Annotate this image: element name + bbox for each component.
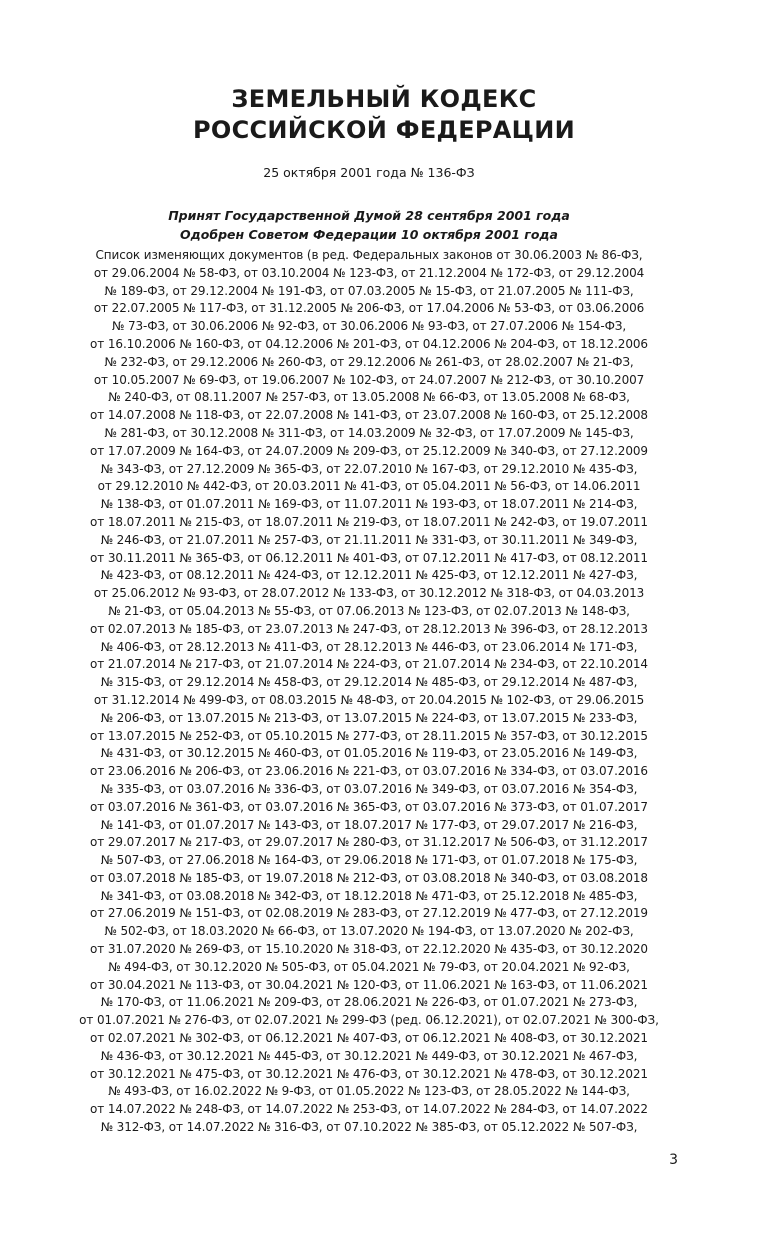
adoption-info xyxy=(0,206,738,244)
page-title xyxy=(0,84,768,146)
amendment-line: от 31.12.2014 № 499-ФЗ, от 08.03.2015 № 48-ФЗ, от 20.04.2015 № 102-ФЗ, от 29.06.2015 xyxy=(93,692,645,707)
amendment-line: № 406-ФЗ, от 28.12.2013 № 411-ФЗ, от 28.12.2013 № 446-ФЗ, от 23.06.2014 № 171-ФЗ, xyxy=(100,639,638,654)
amendment-line: от 22.07.2005 № 117-ФЗ, от 31.12.2005 № 206-ФЗ, от 17.04.2006 № 53-ФЗ, от 03.06.2006 xyxy=(93,301,645,316)
amendment-line: № 493-ФЗ, от 16.02.2022 № 9-ФЗ, от 01.05.2022 № 123-ФЗ, от 28.05.2022 № 144-ФЗ, xyxy=(108,1084,630,1099)
amendments-list xyxy=(40,247,698,1137)
amendment-line: от 29.12.2010 № 442-ФЗ, от 20.03.2011 № 41-ФЗ, от 05.04.2011 № 56-ФЗ, от 14.06.2011 xyxy=(97,479,641,494)
amendment-line: № 141-ФЗ, от 01.07.2017 № 143-ФЗ, от 18.07.2017 № 177-ФЗ, от 29.07.2017 № 216-ФЗ, xyxy=(100,817,638,832)
page-number: 3 xyxy=(669,1152,678,1168)
amendment-line: от 25.06.2012 № 93-ФЗ, от 28.07.2012 № 133-ФЗ, от 30.12.2012 № 318-ФЗ, от 04.03.2013 xyxy=(93,586,645,601)
amendment-line: от 01.07.2021 № 276-ФЗ, от 02.07.2021 № 299-ФЗ (ред. 06.12.2021), от 02.07.2021 № 300-ФЗ, xyxy=(79,1013,659,1028)
amendment-line: от 23.06.2016 № 206-ФЗ, от 23.06.2016 № 221-ФЗ, от 03.07.2016 № 334-ФЗ, от 03.07.2016 xyxy=(90,764,648,779)
amendment-line: от 02.07.2013 № 185-ФЗ, от 23.07.2013 № 247-ФЗ, от 28.12.2013 № 396-ФЗ, от 28.12.2013 xyxy=(90,621,648,636)
title-line-2: РОССИЙСКОЙ ФЕДЕРАЦИИ xyxy=(192,116,576,144)
amendment-line: от 29.06.2004 № 58-ФЗ, от 03.10.2004 № 123-ФЗ, от 21.12.2004 № 172-ФЗ, от 29.12.2004 xyxy=(93,265,645,280)
amendment-line: № 206-ФЗ, от 13.07.2015 № 213-ФЗ, от 13.07.2015 № 224-ФЗ, от 13.07.2015 № 233-ФЗ, xyxy=(100,710,638,725)
amendment-line: № 232-ФЗ, от 29.12.2006 № 260-ФЗ, от 29.12.2006 № 261-ФЗ, от 28.02.2007 № 21-ФЗ, xyxy=(104,354,634,369)
amendment-line: от 30.04.2021 № 113-ФЗ, от 30.04.2021 № 120-ФЗ, от 11.06.2021 № 163-ФЗ, от 11.06.2021 xyxy=(90,977,648,992)
amendment-line: № 240-ФЗ, от 08.11.2007 № 257-ФЗ, от 13.05.2008 № 66-ФЗ, от 13.05.2008 № 68-ФЗ, xyxy=(108,390,630,405)
amendment-line: № 315-ФЗ, от 29.12.2014 № 458-ФЗ, от 29.12.2014 № 485-ФЗ, от 29.12.2014 № 487-ФЗ, xyxy=(100,675,638,690)
amendment-line: № 73-ФЗ, от 30.06.2006 № 92-ФЗ, от 30.06.2006 № 93-ФЗ, от 27.07.2006 № 154-ФЗ, xyxy=(111,319,627,334)
title-line-1: ЗЕМЕЛЬНЫЙ КОДЕКС xyxy=(231,85,537,113)
amendment-line: от 30.12.2021 № 475-ФЗ, от 30.12.2021 № 476-ФЗ, от 30.12.2021 № 478-ФЗ, от 30.12.2021 xyxy=(90,1066,648,1081)
amendment-line: от 13.07.2015 № 252-ФЗ, от 05.10.2015 № 277-ФЗ, от 28.11.2015 № 357-ФЗ, от 30.12.2015 xyxy=(90,728,648,743)
amendment-line: от 21.07.2014 № 217-ФЗ, от 21.07.2014 № 224-ФЗ, от 21.07.2014 № 234-ФЗ, от 22.10.2014 xyxy=(90,657,648,672)
amendment-line: от 14.07.2022 № 248-ФЗ, от 14.07.2022 № 253-ФЗ, от 14.07.2022 № 284-ФЗ, от 14.07.2022 xyxy=(90,1102,648,1117)
amendment-line: от 18.07.2011 № 215-ФЗ, от 18.07.2011 № 219-ФЗ, от 18.07.2011 № 242-ФЗ, от 19.07.2011 xyxy=(90,514,648,529)
amendment-line: № 281-ФЗ, от 30.12.2008 № 311-ФЗ, от 14.03.2009 № 32-ФЗ, от 17.07.2009 № 145-ФЗ, xyxy=(104,425,634,440)
amendment-line: № 343-ФЗ, от 27.12.2009 № 365-ФЗ, от 22.07.2010 № 167-ФЗ, от 29.12.2010 № 435-ФЗ, xyxy=(100,461,638,476)
amendment-line: № 423-ФЗ, от 08.12.2011 № 424-ФЗ, от 12.12.2011 № 425-ФЗ, от 12.12.2011 № 427-ФЗ, xyxy=(100,568,638,583)
amendment-line: № 21-ФЗ, от 05.04.2013 № 55-ФЗ, от 07.06.2013 № 123-ФЗ, от 02.07.2013 № 148-ФЗ, xyxy=(108,603,630,618)
amendment-line: № 312-ФЗ, от 14.07.2022 № 316-ФЗ, от 07.10.2022 № 385-ФЗ, от 05.12.2022 № 507-ФЗ, xyxy=(100,1120,638,1135)
amendment-line: от 27.06.2019 № 151-ФЗ, от 02.08.2019 № 283-ФЗ, от 27.12.2019 № 477-ФЗ, от 27.12.2019 xyxy=(90,906,648,921)
amendment-line: № 507-ФЗ, от 27.06.2018 № 164-ФЗ, от 29.06.2018 № 171-ФЗ, от 01.07.2018 № 175-ФЗ, xyxy=(100,853,638,868)
amendment-line: от 16.10.2006 № 160-ФЗ, от 04.12.2006 № 201-ФЗ, от 04.12.2006 № 204-ФЗ, от 18.12.2006 xyxy=(90,336,648,351)
amendment-line: № 494-ФЗ, от 30.12.2020 № 505-ФЗ, от 05.04.2021 № 79-ФЗ, от 20.04.2021 № 92-ФЗ, xyxy=(108,959,630,974)
amendment-line: № 436-ФЗ, от 30.12.2021 № 445-ФЗ, от 30.12.2021 № 449-ФЗ, от 30.12.2021 № 467-ФЗ, xyxy=(100,1048,638,1063)
law-date-number: 25 октября 2001 года № 136-ФЗ xyxy=(263,165,475,180)
amendment-line: от 30.11.2011 № 365-ФЗ, от 06.12.2011 № 401-ФЗ, от 07.12.2011 № 417-ФЗ, от 08.12.2011 xyxy=(90,550,648,565)
amendment-line: Список изменяющих документов (в ред. Федеральных законов от 30.06.2003 № 86-ФЗ, xyxy=(95,248,643,262)
adopted-by-duma: Принят Государственной Думой 28 сентября 2001 года xyxy=(168,208,570,223)
amendment-line: от 03.07.2018 № 185-ФЗ, от 19.07.2018 № 212-ФЗ, от 03.08.2018 № 340-ФЗ, от 03.08.2018 xyxy=(90,870,648,885)
amendment-line: № 189-ФЗ, от 29.12.2004 № 191-ФЗ, от 07.03.2005 № 15-ФЗ, от 21.07.2005 № 111-ФЗ, xyxy=(104,283,634,298)
amendment-line: № 502-ФЗ, от 18.03.2020 № 66-ФЗ, от 13.07.2020 № 194-ФЗ, от 13.07.2020 № 202-ФЗ, xyxy=(104,924,634,939)
amendment-line: № 335-ФЗ, от 03.07.2016 № 336-ФЗ, от 03.07.2016 № 349-ФЗ, от 03.07.2016 № 354-ФЗ, xyxy=(100,781,638,796)
amendment-line: от 10.05.2007 № 69-ФЗ, от 19.06.2007 № 102-ФЗ, от 24.07.2007 № 212-ФЗ, от 30.10.2007 xyxy=(93,372,645,387)
amendment-line: от 17.07.2009 № 164-ФЗ, от 24.07.2009 № 209-ФЗ, от 25.12.2009 № 340-ФЗ, от 27.12.2009 xyxy=(90,443,648,458)
amendment-line: № 341-ФЗ, от 03.08.2018 № 342-ФЗ, от 18.12.2018 № 471-ФЗ, от 25.12.2018 № 485-ФЗ, xyxy=(100,888,638,903)
amendment-line: № 170-ФЗ, от 11.06.2021 № 209-ФЗ, от 28.06.2021 № 226-ФЗ, от 01.07.2021 № 273-ФЗ, xyxy=(100,995,638,1010)
amendment-line: от 29.07.2017 № 217-ФЗ, от 29.07.2017 № 280-ФЗ, от 31.12.2017 № 506-ФЗ, от 31.12.2017 xyxy=(90,835,648,850)
amendment-line: от 14.07.2008 № 118-ФЗ, от 22.07.2008 № 141-ФЗ, от 23.07.2008 № 160-ФЗ, от 25.12.2008 xyxy=(90,408,648,423)
approved-by-council: Одобрен Советом Федерации 10 октября 2001 года xyxy=(180,227,558,242)
amendment-line: от 03.07.2016 № 361-ФЗ, от 03.07.2016 № 365-ФЗ, от 03.07.2016 № 373-ФЗ, от 01.07.2017 xyxy=(90,799,648,814)
amendment-line: № 246-ФЗ, от 21.07.2011 № 257-ФЗ, от 21.11.2011 № 331-ФЗ, от 30.11.2011 № 349-ФЗ, xyxy=(100,532,638,547)
amendment-line: № 431-ФЗ, от 30.12.2015 № 460-ФЗ, от 01.05.2016 № 119-ФЗ, от 23.05.2016 № 149-ФЗ, xyxy=(100,746,638,761)
amendment-line: от 02.07.2021 № 302-ФЗ, от 06.12.2021 № 407-ФЗ, от 06.12.2021 № 408-ФЗ, от 30.12.2021 xyxy=(90,1031,648,1046)
amendment-line: от 31.07.2020 № 269-ФЗ, от 15.10.2020 № 318-ФЗ, от 22.12.2020 № 435-ФЗ, от 30.12.2020 xyxy=(90,942,648,957)
amendment-line: № 138-ФЗ, от 01.07.2011 № 169-ФЗ, от 11.07.2011 № 193-ФЗ, от 18.07.2011 № 214-ФЗ, xyxy=(100,497,638,512)
